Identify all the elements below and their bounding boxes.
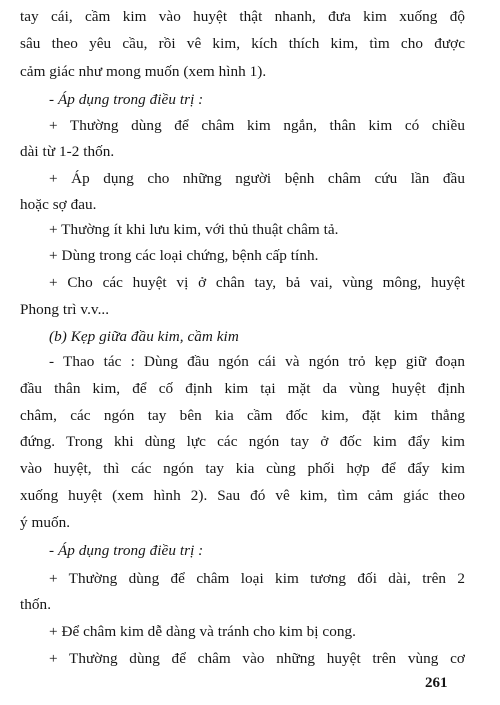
bullet-item-continuation: hoặc sợ đau. [20,196,97,213]
bullet-item: + Cho các huyệt vị ở chân tay, bả vai, vùng mông, huyệt [49,274,465,291]
bullet-item: + Áp dụng cho những người bệnh châm cứu lần đầu [49,170,465,187]
paragraph-line: xuống huyệt (xem hình 2). Sau đó vê kim, tìm cảm giác theo [20,487,465,504]
page-number: 261 [425,675,448,691]
paragraph-line: cảm giác như mong muốn (xem hình 1). [20,63,267,80]
subsection-heading: (b) Kẹp giữa đầu kim, cầm kim [49,328,239,345]
section-heading: - Áp dụng trong điều trị : [49,91,204,108]
paragraph-line: - Thao tác : Dùng đầu ngón cái và ngón trỏ kẹp giữ đoạn [49,353,465,370]
paragraph-line: sâu theo yêu cầu, rồi vê kim, kích thích kim, tìm cho được [20,35,465,52]
bullet-item: + Thường dùng để châm vào những huyệt trên vùng cơ [49,650,465,667]
paragraph-line: vào huyệt, thì các ngón tay kia cùng phối hợp để đẩy kim [20,460,465,477]
bullet-item: + Thường ít khi lưu kim, với thủ thuật châm tả. [49,221,339,238]
paragraph-line: châm, các ngón tay bên kia cầm đốc kim, đặt kim thẳng [20,407,465,424]
paragraph-line: đứng. Trong khi dùng lực các ngón tay ở đốc kim đẩy kim [20,433,465,450]
bullet-item: + Dùng trong các loại chứng, bệnh cấp tính. [49,247,319,264]
paragraph-line: tay cái, cầm kim vào huyệt thật nhanh, đưa kim xuống độ [20,8,465,25]
bullet-item-continuation: Phong trì v.v... [20,301,110,318]
section-heading: - Áp dụng trong điều trị : [49,542,204,559]
paragraph-line: đầu thân kim, để cố định kim tại mặt da vùng huyệt định [20,380,465,397]
bullet-item: + Thường dùng để châm loại kim tương đối dài, trên 2 [49,570,465,587]
bullet-item: + Để châm kim dễ dàng và tránh cho kim bị cong. [49,623,356,640]
bullet-item: + Thường dùng để châm kim ngắn, thân kim có chiều [49,117,465,134]
bullet-item-continuation: dài từ 1-2 thốn. [20,143,115,160]
bullet-item-continuation: thốn. [20,596,52,613]
paragraph-line: ý muốn. [20,514,71,531]
